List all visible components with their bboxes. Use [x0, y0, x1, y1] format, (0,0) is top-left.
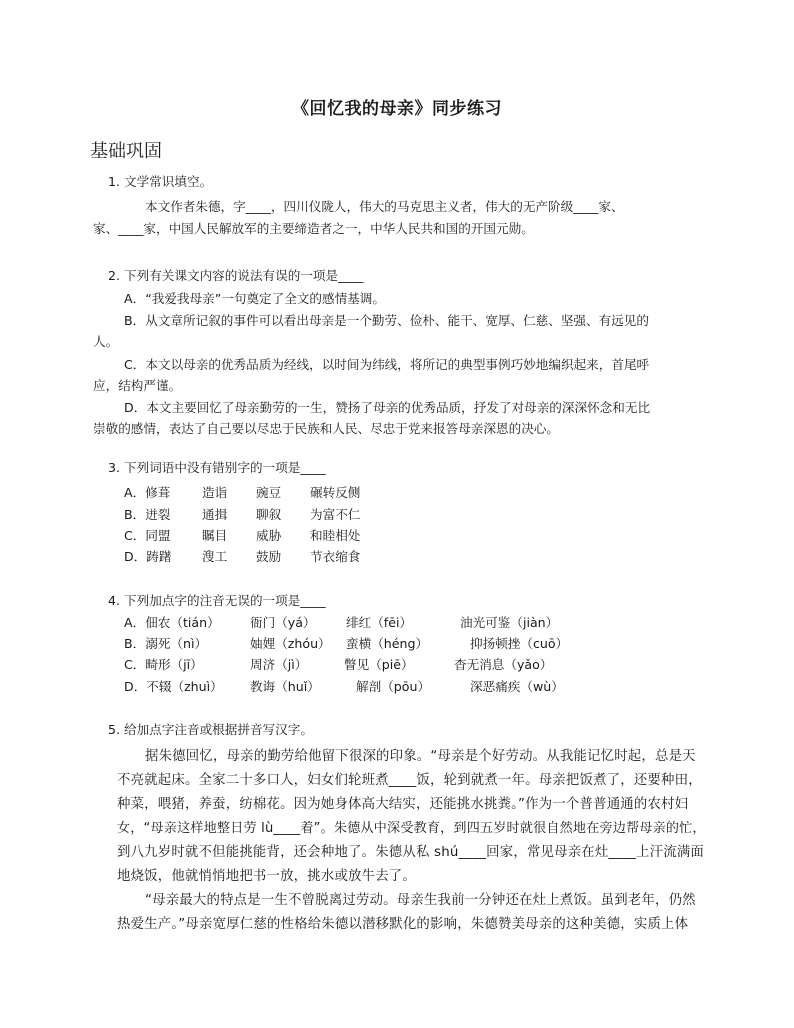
q4-stem: 4. 下列加点字的注音无误的一项是____ — [108, 593, 326, 608]
q4-item: C．畸形（jī） — [124, 657, 203, 672]
q2-option-d: D．本文主要回忆了母亲勤劳的一生，赞扬了母亲的优秀品质，抒发了对母亲的深深怀念和无比 — [124, 400, 651, 415]
q2-option-d-cont: 崇敬的感情，表达了自己要以尽忠于民族和人民、尽忠于党来报答母亲深恩的决心。 — [93, 421, 559, 436]
q4-item: 周济（jì） — [250, 657, 308, 672]
q3-word: 通揖 — [202, 507, 228, 522]
q2-option-c: C．本文以母亲的优秀品质为经线，以时间为纬线，将所记的典型事例巧妙地编织起来，首尾呼 — [124, 357, 650, 372]
q4-item: 杳无消息（yǎo） — [454, 657, 553, 672]
q5-passage-line: 据朱德回忆，母亲的勤劳给他留下很深的印象。“母亲是个好劳动。从我能记忆时起，总是天 — [145, 749, 696, 764]
q4-item: 蛮横（héng） — [346, 636, 429, 651]
q3-word: A．修葺 — [124, 485, 171, 500]
q5-passage-line: 到八九岁时就不但能挑能背，还会种地了。朱德从私 shú____回家，常见母亲在灶____上汗流满面 — [117, 845, 705, 860]
q3-word: 溲工 — [202, 549, 228, 564]
q3-option-row — [124, 528, 424, 544]
q3-word: 鼓励 — [256, 549, 282, 564]
section-heading: 基础巩固 — [90, 141, 162, 162]
q4-item: 油光可鉴（jiàn） — [460, 615, 559, 630]
q4-item: 绯红（fēi） — [346, 615, 413, 630]
q5-passage-line: 女，“母亲这样地整日劳 lù____着”。朱德从中深受教育，到四五岁时就很自然地在旁边帮母亲的忙， — [117, 821, 706, 836]
q3-word: 造诣 — [202, 485, 228, 500]
q3-word: 瞩目 — [202, 528, 228, 543]
q4-item: A．佃农（tián） — [124, 615, 220, 630]
q4-item: D．不辍（zhuì） — [124, 679, 223, 694]
q4-item: 妯娌（zhóu） — [250, 636, 331, 651]
q5-passage-line: “母亲最大的特点是一生不曾脱离过劳动。母亲生我前一分钟还在灶上煮饭。虽到老年，仍然 — [145, 893, 696, 908]
q4-item: B．溺死（nì） — [124, 636, 208, 651]
q4-item: 解剖（pōu） — [356, 679, 431, 694]
q5-passage-line: 不亮就起床。全家二十多口人，妇女们轮班煮____饭，轮到就煮一年。母亲把饭煮了，还要种田， — [117, 773, 702, 788]
q3-option-row — [124, 549, 424, 565]
q4-item: 衙门（yá） — [250, 615, 316, 630]
q2-option-c-cont: 应，结构严谨。 — [93, 378, 182, 393]
q3-word: 聊叙 — [256, 507, 282, 522]
q1-line: 家、____家，中国人民解放军的主要缔造者之一，中华人民共和国的开国元勋。 — [93, 221, 534, 236]
q3-word: 豌豆 — [256, 485, 282, 500]
q2-option-b-cont: 人。 — [93, 334, 119, 349]
q4-option-row — [124, 679, 584, 695]
q4-option-row — [124, 657, 584, 673]
q3-stem: 3. 下列词语中没有错别字的一项是____ — [108, 460, 326, 475]
q2-option-b: B．从文章所记叙的事件可以看出母亲是一个勤劳、俭朴、能干、宽厚、仁慈、坚强、有远见的 — [124, 313, 649, 328]
q4-item: 教诲（huǐ） — [250, 679, 320, 694]
q3-word: 碾转反侧 — [310, 485, 361, 500]
q5-passage-line: 种菜，喂猪，养蚕，纺棉花。因为她身体高大结实，还能挑水挑粪。”作为一个普普通通的农村妇 — [117, 797, 689, 812]
q1-stem: 1. 文学常识填空。 — [108, 174, 213, 189]
q4-item: 抑扬顿挫（cuō） — [470, 636, 569, 651]
q3-word: 节衣缩食 — [310, 549, 361, 564]
q3-word: B．迸裂 — [124, 507, 171, 522]
q2-option-a: A．“我爱我母亲”一句奠定了全文的感情基调。 — [124, 291, 385, 306]
q3-option-row — [124, 485, 424, 501]
q4-item: 深恶痛疾（wù） — [470, 679, 564, 694]
q5-passage-line: 地烧饭，他就悄悄地把书一放，挑水或放牛去了。 — [117, 869, 416, 884]
q2-stem: 2. 下列有关课文内容的说法有误的一项是____ — [108, 268, 364, 283]
document-title: 《回忆我的母亲》同步练习 — [292, 99, 502, 119]
q3-word: 为富不仁 — [310, 507, 361, 522]
q5-stem: 5. 给加点字注音或根据拼音写汉字。 — [108, 722, 313, 737]
q3-word: D．踌躇 — [124, 549, 172, 564]
q5-passage-line: 热爱生产。”母亲宽厚仁慈的性格给朱德以潜移默化的影响，朱德赞美母亲的这种美德，实质上体 — [117, 917, 689, 932]
q3-word: C．同盟 — [124, 528, 171, 543]
q1-line: 本文作者朱德，字____，四川仪陇人，伟大的马克思主义者，伟大的无产阶级____家、 — [145, 199, 624, 214]
q4-option-row — [124, 636, 584, 652]
q3-option-row — [124, 507, 424, 523]
q4-option-row — [124, 615, 584, 631]
q3-word: 威胁 — [256, 528, 282, 543]
q4-item: 瞥见（piē） — [344, 657, 414, 672]
q3-word: 和睦相处 — [310, 528, 361, 543]
